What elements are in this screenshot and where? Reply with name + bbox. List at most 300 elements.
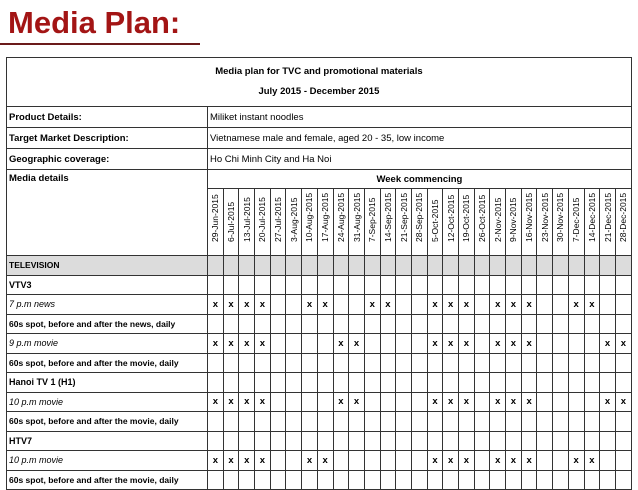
- schedule-cell: [239, 353, 255, 373]
- schedule-cell: [270, 412, 286, 432]
- schedule-cell: [443, 412, 459, 432]
- schedule-mark: x: [490, 392, 506, 412]
- schedule-cell: [427, 353, 443, 373]
- week-date-cell: [364, 189, 380, 256]
- schedule-cell: [349, 275, 365, 295]
- schedule-cell: [443, 256, 459, 276]
- week-date-cell: [459, 189, 475, 256]
- schedule-cell: [615, 412, 631, 432]
- schedule-cell: [349, 451, 365, 471]
- schedule-mark: x: [208, 295, 224, 315]
- schedule-cell: [568, 412, 584, 432]
- schedule-cell: [459, 275, 475, 295]
- schedule-mark: x: [239, 295, 255, 315]
- prog-label: 10 p.m movie: [7, 392, 208, 412]
- schedule-cell: [396, 373, 412, 393]
- schedule-cell: [270, 275, 286, 295]
- schedule-cell: [568, 373, 584, 393]
- schedule-cell: [208, 275, 224, 295]
- week-date-label: 29-Jun-2015: [210, 194, 221, 242]
- schedule-cell: [411, 392, 427, 412]
- schedule-mark: x: [317, 451, 333, 471]
- schedule-cell: [443, 470, 459, 490]
- week-commencing-label: Week commencing: [208, 170, 632, 189]
- schedule-cell: [600, 431, 616, 451]
- week-date-label: 20-Jul-2015: [257, 197, 268, 242]
- schedule-cell: [333, 275, 349, 295]
- geo-row: [7, 149, 632, 170]
- schedule-cell: [349, 373, 365, 393]
- schedule-cell: [333, 353, 349, 373]
- schedule-cell: [286, 275, 302, 295]
- schedule-cell: [615, 256, 631, 276]
- schedule-mark: x: [443, 334, 459, 354]
- schedule-cell: [364, 431, 380, 451]
- schedule-cell: [380, 392, 396, 412]
- schedule-cell: [474, 256, 490, 276]
- schedule-cell: [443, 373, 459, 393]
- title-underline: [0, 43, 200, 45]
- media-plan-table-wrap: [6, 57, 631, 485]
- schedule-cell: [506, 314, 522, 334]
- schedule-cell: [286, 431, 302, 451]
- schedule-mark: x: [223, 451, 239, 471]
- week-date-cell: [521, 189, 537, 256]
- schedule-cell: [521, 275, 537, 295]
- schedule-cell: [427, 431, 443, 451]
- schedule-cell: [239, 412, 255, 432]
- schedule-cell: [615, 431, 631, 451]
- schedule-cell: [286, 295, 302, 315]
- schedule-cell: [380, 353, 396, 373]
- schedule-cell: [239, 275, 255, 295]
- schedule-cell: [615, 314, 631, 334]
- schedule-cell: [302, 314, 318, 334]
- schedule-cell: [490, 353, 506, 373]
- spot-label: 60s spot, before and after the news, daily: [7, 314, 208, 334]
- market-row: [7, 128, 632, 149]
- schedule-cell: [223, 353, 239, 373]
- schedule-cell: [600, 295, 616, 315]
- schedule-cell: [364, 353, 380, 373]
- schedule-mark: x: [255, 334, 271, 354]
- schedule-mark: x: [208, 392, 224, 412]
- schedule-cell: [443, 275, 459, 295]
- prog-row: [7, 451, 632, 471]
- schedule-cell: [600, 451, 616, 471]
- schedule-cell: [474, 314, 490, 334]
- schedule-cell: [223, 431, 239, 451]
- prog-label: 10 p.m movie: [7, 451, 208, 471]
- schedule-cell: [364, 451, 380, 471]
- schedule-cell: [317, 470, 333, 490]
- schedule-cell: [537, 470, 553, 490]
- schedule-mark: x: [427, 295, 443, 315]
- schedule-cell: [427, 256, 443, 276]
- schedule-cell: [317, 256, 333, 276]
- schedule-cell: [286, 314, 302, 334]
- schedule-cell: [537, 392, 553, 412]
- schedule-cell: [286, 373, 302, 393]
- schedule-cell: [286, 451, 302, 471]
- table-title-row: [7, 58, 632, 107]
- schedule-mark: x: [302, 295, 318, 315]
- schedule-cell: [537, 373, 553, 393]
- geo-value: Ho Chi Minh City and Ha Noi: [208, 149, 632, 170]
- schedule-cell: [270, 373, 286, 393]
- schedule-cell: [411, 295, 427, 315]
- schedule-cell: [349, 295, 365, 315]
- schedule-cell: [364, 275, 380, 295]
- prog-row: [7, 334, 632, 354]
- schedule-mark: x: [364, 295, 380, 315]
- schedule-cell: [255, 373, 271, 393]
- week-date-label: 21-Sep-2015: [398, 192, 409, 242]
- schedule-cell: [317, 353, 333, 373]
- schedule-cell: [349, 470, 365, 490]
- schedule-mark: x: [459, 295, 475, 315]
- schedule-cell: [255, 412, 271, 432]
- week-date-label: 30-Nov-2015: [555, 192, 566, 242]
- schedule-cell: [521, 314, 537, 334]
- spot-label: 60s spot, before and after the movie, daily: [7, 412, 208, 432]
- schedule-cell: [474, 412, 490, 432]
- schedule-cell: [239, 431, 255, 451]
- schedule-cell: [474, 373, 490, 393]
- schedule-cell: [443, 314, 459, 334]
- schedule-cell: [208, 314, 224, 334]
- schedule-cell: [553, 373, 569, 393]
- schedule-cell: [270, 353, 286, 373]
- schedule-cell: [286, 412, 302, 432]
- schedule-cell: [584, 353, 600, 373]
- schedule-cell: [600, 470, 616, 490]
- schedule-cell: [568, 392, 584, 412]
- schedule-cell: [333, 412, 349, 432]
- schedule-cell: [302, 412, 318, 432]
- schedule-cell: [506, 373, 522, 393]
- week-date-label: 5-Oct-2015: [429, 199, 440, 242]
- schedule-cell: [443, 353, 459, 373]
- schedule-mark: x: [349, 334, 365, 354]
- schedule-cell: [584, 334, 600, 354]
- schedule-cell: [255, 470, 271, 490]
- schedule-cell: [396, 412, 412, 432]
- schedule-cell: [584, 431, 600, 451]
- schedule-cell: [411, 314, 427, 334]
- schedule-mark: x: [333, 392, 349, 412]
- schedule-cell: [490, 275, 506, 295]
- schedule-mark: x: [255, 392, 271, 412]
- week-date-cell: [286, 189, 302, 256]
- schedule-cell: [615, 470, 631, 490]
- media-label: Hanoi TV 1 (H1): [7, 373, 208, 393]
- schedule-cell: [208, 373, 224, 393]
- schedule-cell: [333, 295, 349, 315]
- schedule-cell: [396, 334, 412, 354]
- schedule-cell: [411, 334, 427, 354]
- week-date-cell: [568, 189, 584, 256]
- schedule-mark: x: [302, 451, 318, 471]
- schedule-cell: [537, 431, 553, 451]
- schedule-mark: x: [255, 451, 271, 471]
- schedule-cell: [553, 470, 569, 490]
- schedule-cell: [333, 256, 349, 276]
- schedule-cell: [427, 412, 443, 432]
- schedule-cell: [396, 314, 412, 334]
- schedule-cell: [208, 412, 224, 432]
- schedule-cell: [317, 412, 333, 432]
- schedule-cell: [396, 275, 412, 295]
- schedule-cell: [380, 412, 396, 432]
- schedule-cell: [568, 353, 584, 373]
- schedule-cell: [537, 256, 553, 276]
- schedule-mark: x: [584, 451, 600, 471]
- week-date-cell: [600, 189, 616, 256]
- schedule-mark: x: [223, 334, 239, 354]
- schedule-mark: x: [208, 451, 224, 471]
- schedule-cell: [270, 334, 286, 354]
- schedule-cell: [255, 256, 271, 276]
- media-row: [7, 275, 632, 295]
- schedule-cell: [490, 470, 506, 490]
- schedule-cell: [459, 470, 475, 490]
- product-label: Product Details:: [7, 107, 208, 128]
- prog-label: 9 p.m movie: [7, 334, 208, 354]
- schedule-cell: [600, 256, 616, 276]
- schedule-cell: [553, 392, 569, 412]
- schedule-cell: [364, 314, 380, 334]
- week-date-cell: [584, 189, 600, 256]
- schedule-cell: [584, 314, 600, 334]
- schedule-cell: [537, 334, 553, 354]
- week-date-cell: [396, 189, 412, 256]
- schedule-cell: [380, 373, 396, 393]
- product-value: Miliket instant noodles: [208, 107, 632, 128]
- schedule-cell: [302, 470, 318, 490]
- schedule-cell: [349, 314, 365, 334]
- week-date-label: 7-Sep-2015: [367, 197, 378, 242]
- schedule-cell: [286, 334, 302, 354]
- schedule-cell: [600, 412, 616, 432]
- schedule-cell: [349, 412, 365, 432]
- week-date-label: 14-Sep-2015: [382, 192, 393, 242]
- schedule-cell: [411, 451, 427, 471]
- schedule-cell: [208, 256, 224, 276]
- schedule-cell: [459, 256, 475, 276]
- spot-row: [7, 314, 632, 334]
- schedule-cell: [568, 275, 584, 295]
- schedule-mark: x: [443, 392, 459, 412]
- schedule-mark: x: [427, 451, 443, 471]
- schedule-cell: [396, 451, 412, 471]
- schedule-cell: [537, 295, 553, 315]
- schedule-cell: [568, 314, 584, 334]
- week-date-cell: [443, 189, 459, 256]
- schedule-cell: [506, 412, 522, 432]
- schedule-cell: [506, 431, 522, 451]
- schedule-cell: [396, 470, 412, 490]
- schedule-cell: [317, 314, 333, 334]
- schedule-cell: [302, 431, 318, 451]
- schedule-cell: [568, 334, 584, 354]
- week-date-cell: [490, 189, 506, 256]
- week-date-label: 26-Oct-2015: [477, 194, 488, 242]
- spot-label: 60s spot, before and after the movie, daily: [7, 470, 208, 490]
- week-date-cell: [239, 189, 255, 256]
- week-date-label: 16-Nov-2015: [524, 192, 535, 242]
- schedule-cell: [411, 412, 427, 432]
- week-date-label: 12-Oct-2015: [445, 194, 456, 242]
- schedule-cell: [615, 353, 631, 373]
- schedule-cell: [302, 334, 318, 354]
- schedule-cell: [411, 431, 427, 451]
- schedule-cell: [255, 353, 271, 373]
- schedule-cell: [380, 314, 396, 334]
- spot-row: [7, 412, 632, 432]
- schedule-cell: [490, 373, 506, 393]
- week-date-label: 31-Aug-2015: [351, 192, 362, 242]
- spot-label: 60s spot, before and after the movie, daily: [7, 353, 208, 373]
- schedule-cell: [302, 373, 318, 393]
- week-date-cell: [349, 189, 365, 256]
- media-plan-table: [6, 57, 632, 490]
- schedule-mark: x: [427, 334, 443, 354]
- schedule-cell: [364, 334, 380, 354]
- schedule-cell: [615, 275, 631, 295]
- week-date-cell: [302, 189, 318, 256]
- schedule-mark: x: [459, 392, 475, 412]
- schedule-cell: [364, 470, 380, 490]
- schedule-cell: [239, 314, 255, 334]
- media-row: [7, 431, 632, 451]
- slide-title: Media Plan:: [8, 5, 181, 40]
- schedule-cell: [537, 451, 553, 471]
- week-date-cell: [380, 189, 396, 256]
- schedule-cell: [537, 275, 553, 295]
- schedule-cell: [223, 256, 239, 276]
- week-date-label: 2-Nov-2015: [492, 197, 503, 242]
- schedule-cell: [615, 451, 631, 471]
- schedule-cell: [349, 353, 365, 373]
- schedule-cell: [521, 431, 537, 451]
- schedule-cell: [223, 314, 239, 334]
- week-date-cell: [317, 189, 333, 256]
- schedule-mark: x: [506, 392, 522, 412]
- schedule-cell: [223, 275, 239, 295]
- schedule-cell: [584, 256, 600, 276]
- schedule-cell: [600, 373, 616, 393]
- schedule-cell: [317, 392, 333, 412]
- week-date-cell: [427, 189, 443, 256]
- week-date-label: 14-Dec-2015: [586, 192, 597, 242]
- schedule-cell: [364, 256, 380, 276]
- schedule-cell: [302, 256, 318, 276]
- schedule-mark: x: [317, 295, 333, 315]
- schedule-cell: [474, 353, 490, 373]
- schedule-cell: [255, 275, 271, 295]
- schedule-mark: x: [443, 295, 459, 315]
- schedule-mark: x: [506, 334, 522, 354]
- schedule-mark: x: [255, 295, 271, 315]
- schedule-cell: [333, 373, 349, 393]
- schedule-cell: [270, 451, 286, 471]
- schedule-cell: [427, 373, 443, 393]
- schedule-cell: [317, 334, 333, 354]
- prog-row: [7, 295, 632, 315]
- schedule-cell: [600, 275, 616, 295]
- schedule-cell: [459, 412, 475, 432]
- week-date-label: 3-Aug-2015: [288, 197, 299, 242]
- schedule-cell: [396, 392, 412, 412]
- week-date-label: 17-Aug-2015: [320, 192, 331, 242]
- media-details-label: Media details: [7, 170, 208, 256]
- schedule-mark: x: [208, 334, 224, 354]
- media-details-row: [7, 170, 632, 189]
- schedule-cell: [537, 412, 553, 432]
- week-date-label: 23-Nov-2015: [539, 192, 550, 242]
- schedule-cell: [584, 412, 600, 432]
- schedule-mark: x: [223, 392, 239, 412]
- week-date-cell: [553, 189, 569, 256]
- schedule-cell: [474, 334, 490, 354]
- schedule-mark: x: [459, 334, 475, 354]
- schedule-cell: [333, 431, 349, 451]
- schedule-cell: [239, 256, 255, 276]
- schedule-cell: [208, 431, 224, 451]
- schedule-cell: [270, 470, 286, 490]
- schedule-cell: [349, 256, 365, 276]
- schedule-cell: [396, 353, 412, 373]
- schedule-cell: [427, 314, 443, 334]
- schedule-cell: [302, 275, 318, 295]
- schedule-cell: [553, 431, 569, 451]
- spot-row: [7, 470, 632, 490]
- section-row: [7, 256, 632, 276]
- schedule-mark: x: [333, 334, 349, 354]
- geo-label: Geographic coverage:: [7, 149, 208, 170]
- schedule-cell: [490, 256, 506, 276]
- schedule-cell: [411, 373, 427, 393]
- table-title-line1: Media plan for TVC and promotional materials: [215, 66, 423, 77]
- schedule-mark: x: [521, 334, 537, 354]
- schedule-cell: [286, 392, 302, 412]
- week-date-cell: [506, 189, 522, 256]
- week-date-label: 28-Dec-2015: [618, 192, 629, 242]
- table-title: [7, 58, 632, 107]
- schedule-cell: [474, 451, 490, 471]
- schedule-cell: [490, 412, 506, 432]
- schedule-mark: x: [521, 451, 537, 471]
- schedule-cell: [286, 353, 302, 373]
- schedule-mark: x: [568, 295, 584, 315]
- media-label: VTV3: [7, 275, 208, 295]
- schedule-cell: [208, 353, 224, 373]
- schedule-cell: [270, 314, 286, 334]
- week-date-cell: [223, 189, 239, 256]
- schedule-cell: [553, 353, 569, 373]
- schedule-cell: [223, 470, 239, 490]
- schedule-cell: [333, 314, 349, 334]
- market-value: Vietnamese male and female, aged 20 - 35, low income: [208, 128, 632, 149]
- week-date-cell: [333, 189, 349, 256]
- schedule-mark: x: [600, 392, 616, 412]
- week-date-label: 27-Jul-2015: [273, 197, 284, 242]
- schedule-cell: [286, 256, 302, 276]
- schedule-mark: x: [490, 451, 506, 471]
- schedule-cell: [553, 256, 569, 276]
- schedule-cell: [317, 275, 333, 295]
